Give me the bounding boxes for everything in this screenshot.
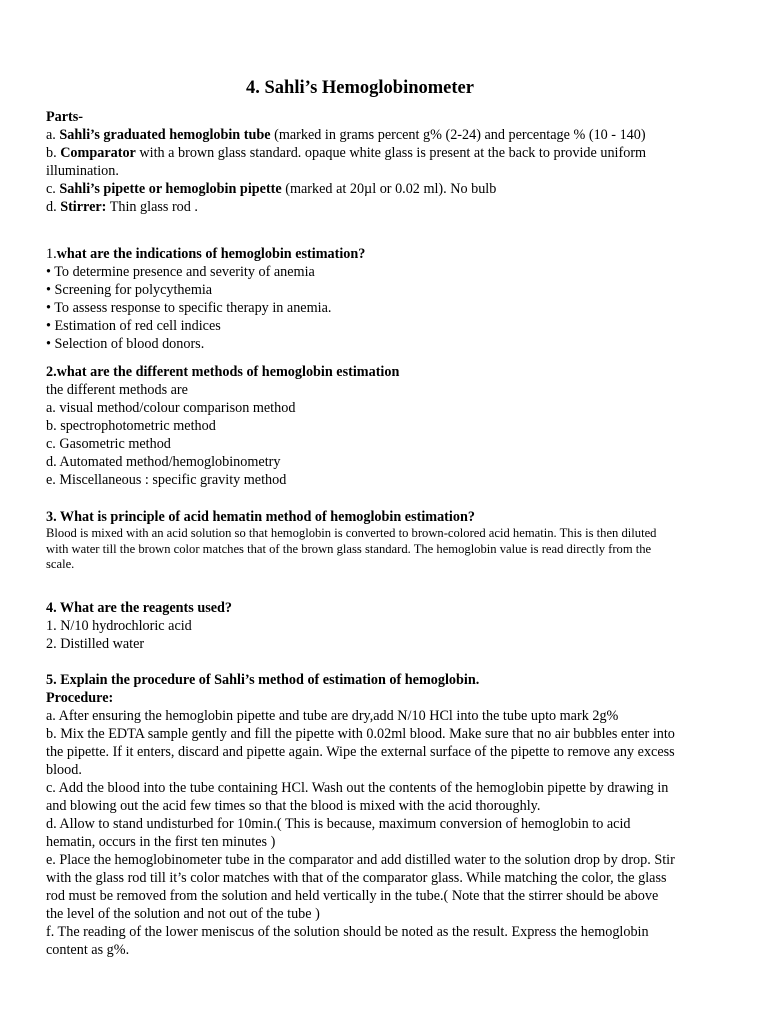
question-1-heading: 1.what are the indications of hemoglobin estimation? <box>46 246 366 262</box>
question-2-section <box>46 363 686 489</box>
question-5-heading: 5. Explain the procedure of Sahli’s method of estimation of hemoglobin. <box>46 672 480 688</box>
question-3-section <box>46 508 686 573</box>
parts-heading: Parts- <box>46 109 84 125</box>
q1-item: • Selection of blood donors. <box>46 336 205 352</box>
q2-item: e. Miscellaneous : specific gravity method <box>46 472 287 488</box>
question-4-section <box>46 599 686 653</box>
q2-item: c. Gasometric method <box>46 436 171 452</box>
question-2-heading: 2.what are the different methods of hemoglobin estimation <box>46 364 400 380</box>
q1-item: • Screening for polycythemia <box>46 282 213 298</box>
q4-item: 1. N/10 hydrochloric acid <box>46 618 192 634</box>
q1-item: • To assess response to specific therapy in anemia. <box>46 300 332 316</box>
procedure-step: f. The reading of the lower meniscus of the solution should be noted as the result. Express the hemoglobin content as g%. <box>46 924 649 958</box>
question-3-heading: 3. What is principle of acid hematin method of hemoglobin estimation? <box>46 509 475 525</box>
q2-item: d. Automated method/hemoglobinometry <box>46 454 281 470</box>
part-d: d. Stirrer: Thin glass rod . <box>46 199 198 215</box>
question-1-section <box>46 245 686 353</box>
procedure-step: e. Place the hemoglobinometer tube in the comparator and add distilled water to the solution drop by drop. Stir with the glass rod till it’s color matches with that of the comparator glass. While matching the color, the glass rod must be removed from the solution and held vertically in the tube.( Note that the stirrer should be above the level of the solution and not out of the tube ) <box>46 852 675 922</box>
procedure-step: b. Mix the EDTA sample gently and fill the pipette with 0.02ml blood. Make sure that no air bubbles enter into the pipette. If it enters, discard and pipette again. Wipe the external surface of the pipette to remove any excess blood. <box>46 726 675 778</box>
part-a: a. Sahli’s graduated hemoglobin tube (marked in grams percent g% (2-24) and percentage % (10 - 140) <box>46 127 646 143</box>
procedure-step: d. Allow to stand undisturbed for 10min.( This is because, maximum conversion of hemoglobin to acid hematin, occurs in the first ten minutes ) <box>46 816 631 850</box>
part-b: b. Comparator with a brown glass standard. opaque white glass is present at the back to provide uniform illumination. <box>46 145 647 179</box>
question-4-heading: 4. What are the reagents used? <box>46 600 233 616</box>
q2-item: a. visual method/colour comparison method <box>46 400 296 416</box>
question-5-section <box>46 671 678 959</box>
q1-item: • Estimation of red cell indices <box>46 318 221 334</box>
page-title: 4. Sahli’s Hemoglobinometer <box>246 78 474 98</box>
procedure-step: a. After ensuring the hemoglobin pipette and tube are dry,add N/10 HCl into the tube upto mark 2g% <box>46 708 619 724</box>
q2-item: b. spectrophotometric method <box>46 418 216 434</box>
procedure-label: Procedure: <box>46 690 114 706</box>
q3-answer: Blood is mixed with an acid solution so that hemoglobin is converted to brown-colored acid hematin. This is then diluted with water till the brown color matches that of the brown glass standard. The hemoglobin value is read directly from the scale. <box>46 526 657 571</box>
procedure-step: c. Add the blood into the tube containing HCl. Wash out the contents of the hemoglobin pipette by drawing in and blowing out the acid few times so that the blood is mixed with the acid thoroughly. <box>46 780 669 814</box>
q2-intro: the different methods are <box>46 382 188 398</box>
q1-item: • To determine presence and severity of anemia <box>46 264 315 280</box>
parts-section <box>46 108 686 216</box>
q4-item: 2. Distilled water <box>46 636 145 652</box>
part-c: c. Sahli’s pipette or hemoglobin pipette (marked at 20µl or 0.02 ml). No bulb <box>46 181 497 197</box>
